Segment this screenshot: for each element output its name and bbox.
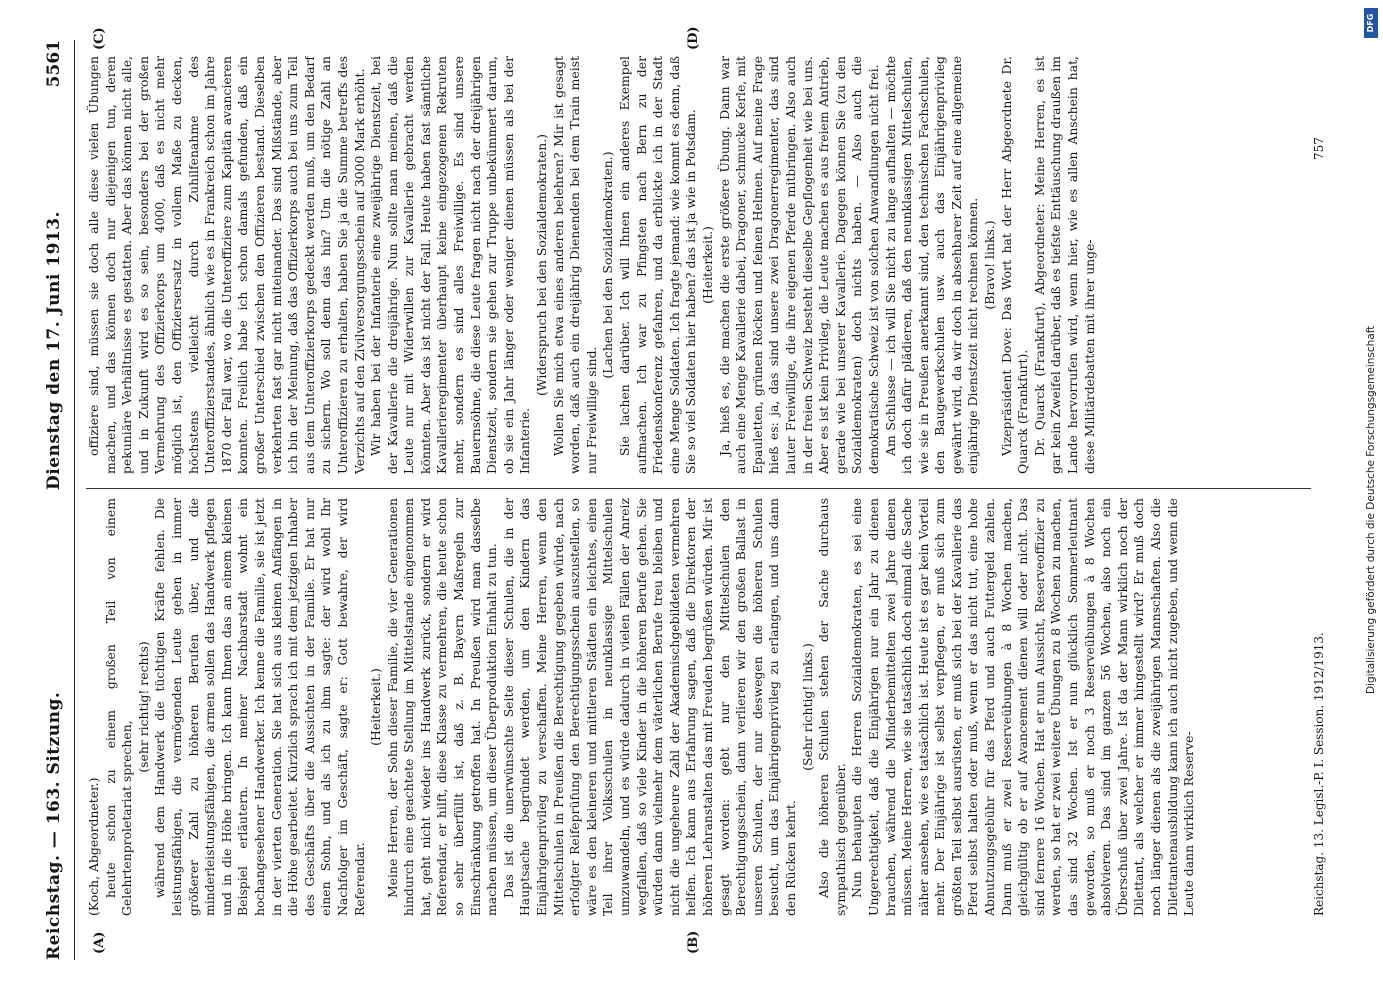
interjection: (Lachen bei den Sozialdemokraten.) [600, 151, 616, 379]
digitization-credit [1362, 14, 1380, 694]
margin-marker-a: (A) [92, 931, 107, 954]
paragraph: Vizepräsident Dove: Das Wort hat der Herr Abgeordnete Dr. Quarck (Frankfurt). [998, 56, 1031, 474]
paragraph: offiziere sind, müssen sie doch alle diese vielen Übungen machen, und das können doch nur diejenigen tun, deren pekuniäre Verhältnisse es gestatten. Aber das können nicht alle, und in Zukunft wird es so sein, besonders bei der großen Vermehrung des Offizierkorps um 4000, daß es nicht mehr möglich ist, den Offiziersersatz in vollem Maße zu decken, höchstens vielleicht durch Zuhilfenahme des Unteroffizierstandes, ähnlich wie es in Frankreich schon im Jahre 1870 der Fall war, wo die Unteroffiziere zum Kapitän avancieren konnten. Freilich habe ich schon damals gefunden, daß ein großer Unterschied zwischen den Offizieren bestand. Dieselben verkehrten fast gar nicht miteinander. Das sind Mißstände, aber ich bin der Meinung, daß das Offizierkorps auch bei uns zum Teil aus dem Unteroffizierkorps gedeckt werden muß, um den Bedarf zu sichern. Wo soll denn das hin? Um die nötige Zahl an Unteroffizieren zu erhalten, haben Sie ja die Summe betreffs des Verzichts auf den Zivilversorgungsschein auf 3000 Mark erhöht. [86, 56, 367, 474]
paragraph: während dem Handwerk die tüchtigen Kräfte fehlen. Die leistungsfähigen, die vermögenden Leute gehen in immer größerer Zahl zu höheren Berufen über, und die minderleistungsfähigen, die armen sollen das Handwerk pflegen und in die Höhe bringen. Ich kann Ihnen das an einem kleinen Beispiel erläutern. In meiner Nachbarstadt wohnt ein hochangesehener Handwerker. Ich kenne die Familie, sie ist jetzt in der vierten Generation. Sie hat sich aus kleinen Anfängen in die Höhe gearbeitet. Kürzlich sprach ich mit dem jetzigen Inhaber des Geschäfts über die Aussichten in der Familie. Er hat nur einen Sohn, und als ich zu ihm sagte: der wird wohl Ihr Nachfolger im Geschäft, sagte er: Gott bewahre, der wird Referendar. [152, 498, 367, 916]
dfg-logo-text: DFG [1366, 13, 1375, 33]
header-left: Reichstag. — 163. Sitzung. [44, 691, 64, 960]
interjection: (Sehr richtig! links.) [799, 643, 815, 771]
interjection: (Heiterkeit.) [368, 668, 384, 746]
column-divider [86, 488, 1311, 489]
speaker-label: (Koch, Abgeordneter.) [86, 777, 101, 916]
margin-marker-c: (C) [92, 27, 107, 50]
paragraph: Wollen Sie mich etwa eines anderen belehren? Mir ist gesagt worden, daß auch ein dreijährig Dienenden bei dem Train meist nur Freiwillige sind. [550, 56, 599, 474]
page-number: 5561 [44, 40, 64, 88]
footer-page-number: 757 [1312, 137, 1326, 160]
paragraph: Dr. Quarck (Frankfurt), Abgeordneter: Meine Herren, es ist gar kein Zweifel darüber, daß es tiefste Enttäuschung draußen im Lande hervorrufen wird, wenn hier, wie es allen Anschein hat, diese Militärdebatten mit ihrer unge- [1031, 56, 1097, 474]
interjection: (Widerspruch bei den Sozialdemokraten.) [534, 133, 550, 397]
footer-session: Reichstag. 13. Legisl.-P. I. Session. 1912/1913. [1312, 632, 1326, 916]
right-column [86, 56, 1311, 474]
margin-marker-b: (B) [686, 930, 701, 954]
dfg-logo [1364, 8, 1378, 38]
paragraph: Nun behaupten die Herren Sozialdemokraten, es sei eine Ungerechtigkeit, daß die Einjährigen nur ein Jahr zu dienen brauchen, während die Minderbemittelten zwei Jahre dienen müssen. Meine Herren, wie sie tatsächlich doch einmal die Sache näher ansehen, wie es tatsächlich ist. Heute ist es gar kein Vorteil mehr. Der Einjährige ist selbst verpflegen, er muß sich zum größten Teil selbst ausrüsten, er muß sich bei der Kavallerie das Pferd selbst halten oder muß, wenn er das nicht tut, eine hohe Abnutzungsgebühr für das Pferd und auch Futtergeld zahlen. Dann muß er zwei Reserveübungen à 8 Wochen machen, gleichgültig ob er auf Avancement dienen will oder nicht. Das sind fernere 16 Wochen. Hat er nun Aussicht, Reserveoffizier zu werden, so hat er zwei weitere Übungen zu 8 Wochen zu machen, das sind 32 Wochen. Ist er nun glücklich Sommerleutnant geworden, so muß er noch 3 Reserveübungen à 8 Wochen absolvieren. Das sind im ganzen 56 Wochen, also noch ein Überschuß über zwei Jahre. Ist da der Mann wirklich noch der Dilettant, als welcher er immer hingestellt wird? Er muß doch noch länger dienen als die zweijährigen Mannschaften. Also die Dilettantenausbildung kann ich auch nicht zugeben, und wenn die Leute dann wirklich Reserve- [849, 498, 1197, 916]
left-column [86, 498, 1311, 916]
paragraph: Also die höheren Schulen stehen der Sache durchaus sympathisch gegenüber. [816, 498, 848, 916]
paragraph: heute schon zu einem großen Teil von einem Gelehrtenproletariat sprechen, [102, 498, 135, 916]
paragraph: Am Schlusse — ich will Sie nicht zu lange aufhalten — möchte ich doch dafür plädieren, daß den neunklassigen Mittelschulen, wie sie in Preußen anerkannt sind, den technischen Fachschulen, den Baugewerkschulen usw. auch das Einjährigenprivileg gewährt wird, da wir doch in absehbarer Zeit auf eine allgemeine einjährige Dienstzeit nicht rechnen können. [882, 56, 981, 474]
margin-marker-d: (D) [686, 26, 701, 50]
header-center: Dienstag den 17. Juni 1913. [44, 211, 64, 490]
page-header [40, 40, 75, 960]
interjection: (sehr richtig! rechts) [135, 641, 151, 773]
paragraph: Sie lachen darüber. Ich will Ihnen ein anderes Exempel aufmachen. Ich war zu Pfingsten nach Bern zu der Friedenskonferenz gefahren, und da erblickte ich in der Stadt eine Menge Soldaten. Ich fragte jemand: wie kommt es denn, daß Sie so viel Soldaten hier haben? das ist ja wie in Potsdam. [617, 56, 699, 474]
interjection: (Heiterkeit.) [699, 226, 715, 304]
paragraph: Meine Herren, der Sohn dieser Familie, die vier Generationen hindurch eine geachtete Stellung im Mittelstande eingenommen hat, geht nicht wieder ins Handwerk zurück, sondern er wird Referendar, er hilft, diese Klasse zu vermehren, die heute schon so sehr überfüllt ist, daß z. B. Bayern Maßregeln zur Einschränkung getroffen hat. In Preußen wird man dasselbe machen müssen, um dieser Überproduktion Einhalt zu tun. [384, 498, 500, 916]
credit-text: Digitalisierung gefördert durch die Deutsche Forschungsgemeinschaft [1365, 325, 1377, 694]
paragraph: Das ist die unerwünschte Seite dieser Schulen, die in der Hauptsache begründet werden, um den Kindern das Einjährigenprivileg zu verschaffen. Meine Herren, wenn den Mittelschulen in Preußen die Berechtigung gegeben würde, nach erfolgter Reifeprüfung den Berechtigungsschein auszustellen, so wäre es den kleineren und mittleren Städten ein leichtes, einen Teil ihrer Volksschulen in neunklassige Mittelschulen umzuwandeln, und es würde dadurch in vielen Fällen der Anreiz wegfallen, daß so viele Kinder in die höheren Berufe gehen. Sie würden dann vielmehr dem väterlichen Berufe treu bleiben und nicht die ungeheure Zahl der Akademischgebildeten vermehren helfen. Ich kann aus Erfahrung sagen, daß die Direktoren der höheren Lehranstalten das mit Freuden begrüßen würden. Mir ist gesagt worden: gebt nur den Mittelschulen den Berechtigungsschein, dann verlieren wir den großen Ballast in unseren Schulen, der nur deswegen die höheren Schulen besucht, um das Einjährigenprivileg zu erlangen, und uns dann den Rücken kehrt. [500, 498, 798, 916]
paragraph: Wir haben bei der Infanterie eine zweijährige Dienstzeit, bei der Kavallerie die dreijährige. Nun sollte man meinen, daß die Leute nur mit Widerwillen zur Kavallerie gebracht werden könnten. Aber das ist nicht der Fall. Heute haben fast sämtliche Kavallerieregimenter überhaupt keine eingezogenen Rekruten mehr, sondern es sind alles Freiwillige. Es sind unsere Bauernsöhne, die diese Leute fragen nicht nach der dreijährigen Dienstzeit, sondern sie gehen zur Truppe unbekümmert darum, ob sie ein Jahr länger oder weniger dienen müssen als bei der Infanterie. [368, 56, 533, 474]
interjection: (Bravo! links.) [982, 220, 998, 310]
paragraph: Ja, hieß es, die machen die erste größere Übung. Dann war auch eine Menge Kavallerie dabei, Dragoner, schmucke Kerle, mit Epauletten, grünen Röcken und feinen Helmen. Auf meine Frage hieß es: ja, das sind unsere zwei Dragonerregimenter, das sind lauter Freiwillige, die ihre eigenen Pferde mitbringen. Also auch in der freien Schweiz besteht dieselbe Gepflogenheit wie bei uns. Aber es ist kein Privileg, die Leute machen es aus freiem Antrieb, gerade wie bei unserer Kavallerie. Dagegen können Sie (zu den Sozialdemokraten) doch nichts haben. — Also auch die demokratische Schweiz ist von solchen Anwandlungen nicht frei. [716, 56, 881, 474]
